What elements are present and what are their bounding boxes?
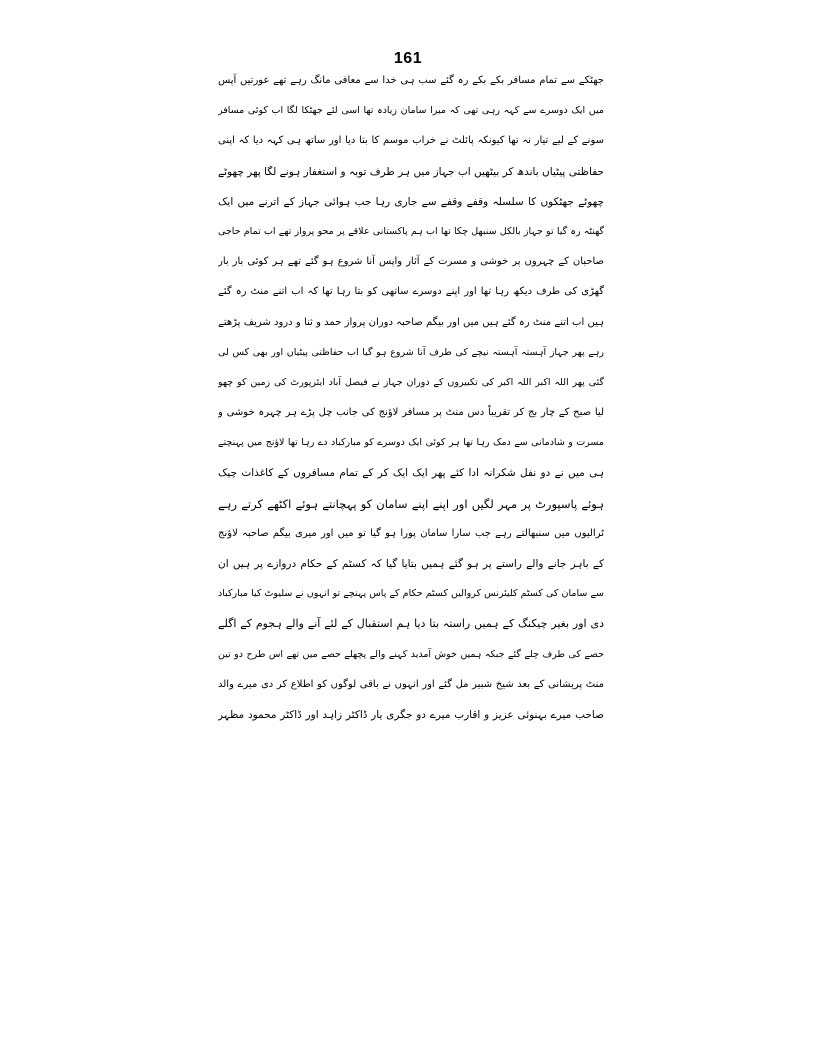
body-text [218, 66, 604, 730]
text-line: حصے کی طرف چلے گئے جبکہ ہمیں خوش آمدید کہنے والے پچھلے حصے میں تھے اس طرح دو تین [218, 648, 604, 660]
text-line: ٹرالیوں میں سنبھالتے رہے جب سارا سامان پورا ہو گیا تو میں اور میری بیگم صاحبہ لاؤنج [218, 527, 604, 539]
text-line: ہوئے پاسپورٹ پر مہر لگیں اور اپنے اپنے سامان کو پہچانتے ہوئے اکٹھے کرتے رہے [218, 496, 604, 511]
text-line: حفاظتی پیٹیاں باندھ کر بیٹھیں اب جہاز میں ہر طرف توبہ و استغفار ہونے لگا پھر چھوٹے [218, 165, 604, 178]
text-line: لیا صبح کے چار بج کر تقریباً دس منٹ پر مسافر لاؤنج کی جانب چل پڑے ہر چہرہ خوشی و [218, 407, 604, 419]
text-line: دی اور بغیر چیکنگ کے ہمیں راستہ بتا دیا ہم استقبال کے لئے آنے والے ہجوم کے اگلے [218, 617, 604, 631]
text-line: منٹ پریشانی کے بعد شیخ شبیر مل گئے اور انہوں نے باقی لوگوں کو اطلاع کر دی میرے والد [218, 678, 604, 690]
text-line: میں ایک دوسرے سے کہہ رہی تھی کہ میرا سامان زیادہ تھا اسی لئے جھٹکا لگا اب کوئی مسافر [218, 105, 604, 117]
text-line: صاحبان کے چہروں پر خوشی و مسرت کے آثار واپس آنا شروع ہو گئے تھے ہر کوئی بار بار [218, 256, 604, 268]
text-line: صاحب میرے بہنوئی عزیز و اقارب میرے دو جگری یار ڈاکٹر زاہد اور ڈاکٹر محمود مظہر [218, 708, 604, 721]
text-line: گئی پھر اللہ اکبر اللہ اکبر کی تکبیروں کے دوران جہاز نے فیصل آباد ایئرپورٹ کی زمین کو چھو [218, 376, 604, 388]
text-line: مسرت و شادمانی سے دمک رہا تھا ہر کوئی ایک دوسرے کو مبارکباد دے رہا تھا لاؤنج میں پہنچتے [218, 437, 604, 449]
text-line: سے سامان کی کسٹم کلیئرنس کروالیں کسٹم حکام کے پاس پہنچے تو انہوں نے سلیوٹ کیا مبارکباد [218, 588, 604, 600]
text-line: کے باہر جانے والے راستے پر ہو گئے ہمیں بتایا گیا کہ کسٹم کے حکام دروازے پر ہیں ان [218, 558, 604, 570]
text-line: سونے کے لیے تیار نہ تھا کیونکہ پائلٹ نے خراب موسم کا بتا دیا اور ساتھ ہی کہہ دیا کہ اپنی [218, 135, 604, 147]
text-line: گھڑی کی طرف دیکھ رہا تھا اور اپنے دوسرے ساتھی کو بتا رہا تھا کہ اب اتنے منٹ رہ گئے [218, 286, 604, 298]
text-line: ہیں اب اتنے منٹ رہ گئے ہیں میں اور بیگم صاحبہ دوران پرواز حمد و ثنا و درود شریف پڑھتے [218, 316, 604, 328]
text-line: رہے پھر جہاز آہستہ آہستہ نیچے کی طرف آنا شروع ہو گیا اب حفاظتی پیٹیاں اور بھی کس لی [218, 346, 604, 358]
text-line: جھٹکے سے تمام مسافر بکے بکے رہ گئے سب ہی خدا سے معافی مانگ رہے تھے عورتیں آپس [218, 75, 604, 86]
text-line: چھوٹے جھٹکوں کا سلسلہ وقفے وقفے سے جاری رہا جب ہوائی جہاز کے اترنے میں ایک [218, 195, 604, 208]
text-line: گھنٹہ رہ گیا تو جہاز بالکل سنبھل چکا تھا اب ہم پاکستانی علاقے پر محو پرواز تھے اب تمام حاجی [218, 225, 604, 237]
page-number: 161 [393, 50, 423, 67]
text-line: ہی میں نے دو نفل شکرانہ ادا کئے پھر ایک ایک کر کے تمام مسافروں کے کاغذات چیک [218, 467, 604, 480]
